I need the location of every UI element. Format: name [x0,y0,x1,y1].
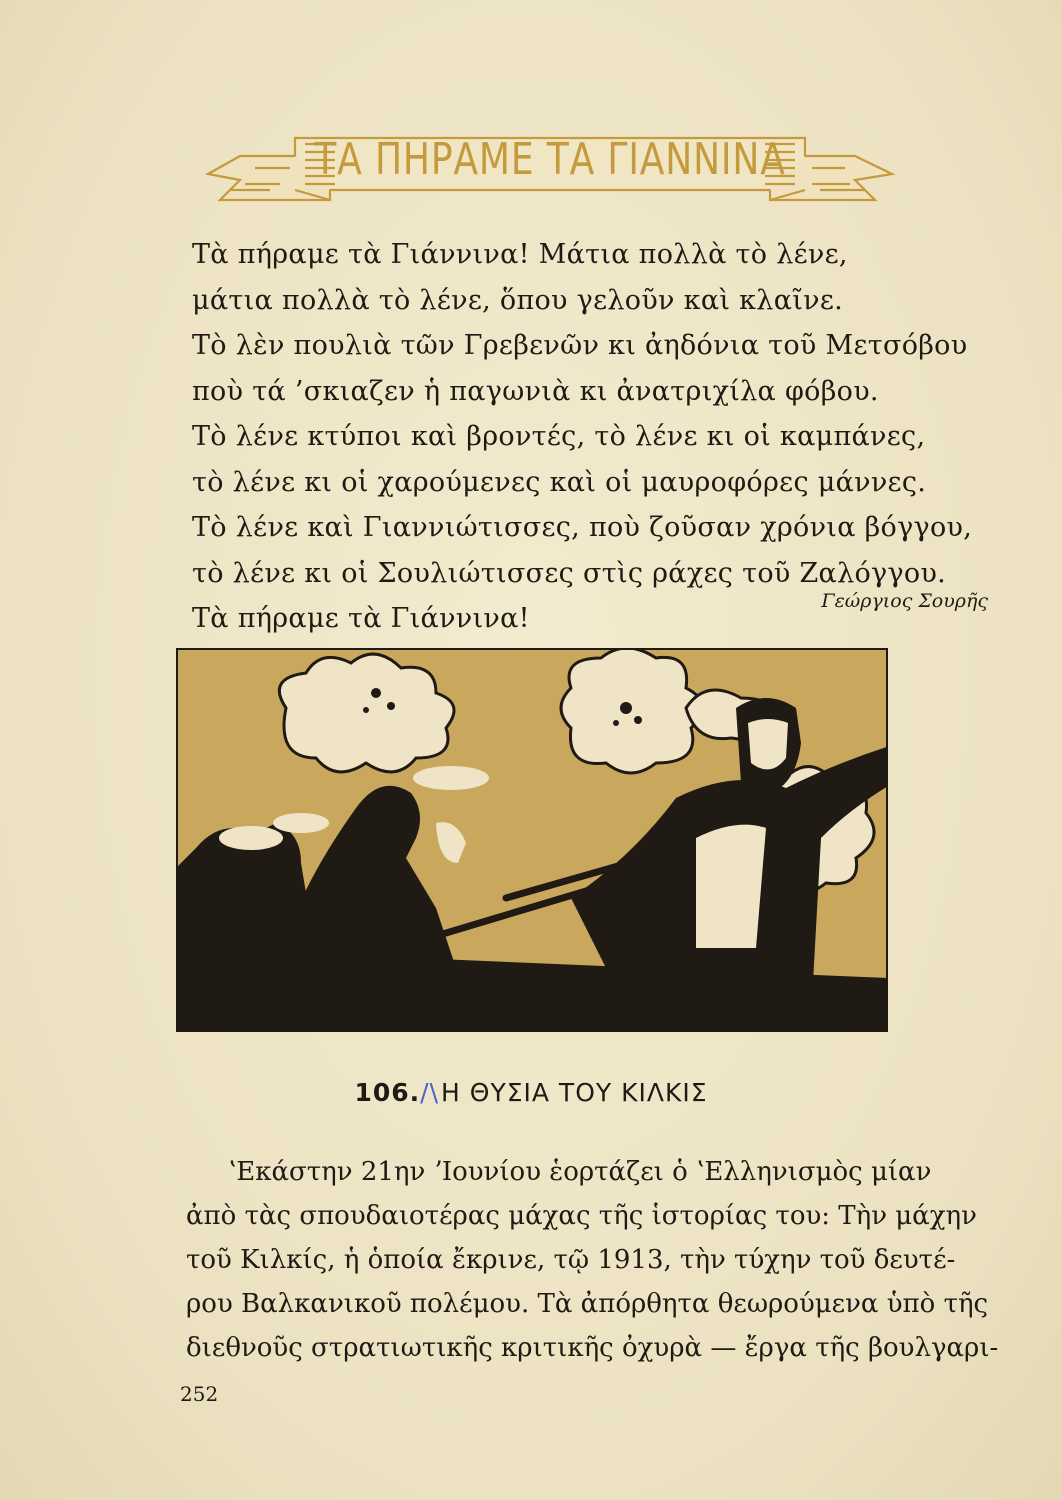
poem-line: Τὸ λὲν πουλιὰ τῶν Γρεβενῶν κι ἀηδόνια τοῦ Μετσόβου [192,330,968,361]
body-line: τοῦ Κιλκίς, ἡ ὁποία ἔκρινε, τῷ 1913, τὴν τύχην τοῦ δευτέ- [186,1245,956,1275]
section-body [186,1150,998,1370]
poem-line: Τὰ πήραμε τὰ Γιάννινα! [192,603,530,634]
poem-line: μάτια πολλὰ τὸ λένε, ὅπου γελοῦν καὶ κλαῖνε. [192,284,844,316]
banner-title: ΤΑ ΠΗΡΑΜΕ ΤΑ ΓΙΑΝΝΙΝΑ [314,134,786,185]
body-line: ρου Βαλκανικοῦ πολέμου. Τὰ ἀπόρθητα θεωρούμενα ὑπὸ τῆς [186,1289,989,1319]
body-line: ἀπὸ τὰς σπουδαιοτέρας μάχας τῆς ἱστορίας του: Τὴν μάχην [186,1201,977,1231]
title-banner [200,128,900,218]
poem-line: ποὺ τά ’σκιαζεν ἡ παγωνιὰ κι ἀνατριχίλα φόβου. [192,375,879,407]
section-title: Η ΘΥΣΙΑ ΤΟΥ ΚΙΛΚΙΣ [441,1078,708,1107]
poem [192,232,992,642]
poem-line: Τὸ λένε κτύποι καὶ βροντές, τὸ λένε κι οἱ καμπάνες, [192,421,926,452]
battle-illustration [176,648,888,1032]
soldiers-charging-woodcut [176,648,888,1032]
page-number: 252 [180,1382,219,1406]
poem-line: τὸ λένε κι οἱ Σουλιώτισσες στὶς ράχες τοῦ Ζαλόγγου. [192,557,947,589]
body-line: διεθνοῦς στρατιωτικῆς κριτικῆς ὀχυρὰ — ἔργα τῆς βουλγαρι- [186,1333,999,1363]
poem-author: Γεώργιος Σουρῆς [821,590,988,612]
body-line: ʽΕκάστην 21ην ʼΙουνίου ἑορτάζει ὁ ʽΕλληνισμὸς μίαν [228,1157,932,1187]
handwritten-mark-icon: /\ [420,1078,440,1107]
section-number: 106. [354,1078,421,1107]
section-heading [0,1078,1062,1107]
poem-line: Τὰ πήραμε τὰ Γιάννινα! Μάτια πολλὰ τὸ λένε, [192,239,848,270]
poem-line: τὸ λένε κι οἱ χαρούμενες καὶ οἱ μαυροφόρες μάννες. [192,466,927,498]
poem-line: Τὸ λένε καὶ Γιαννιώτισσες, ποὺ ζοῦσαν χρόνια βόγγου, [192,512,973,543]
